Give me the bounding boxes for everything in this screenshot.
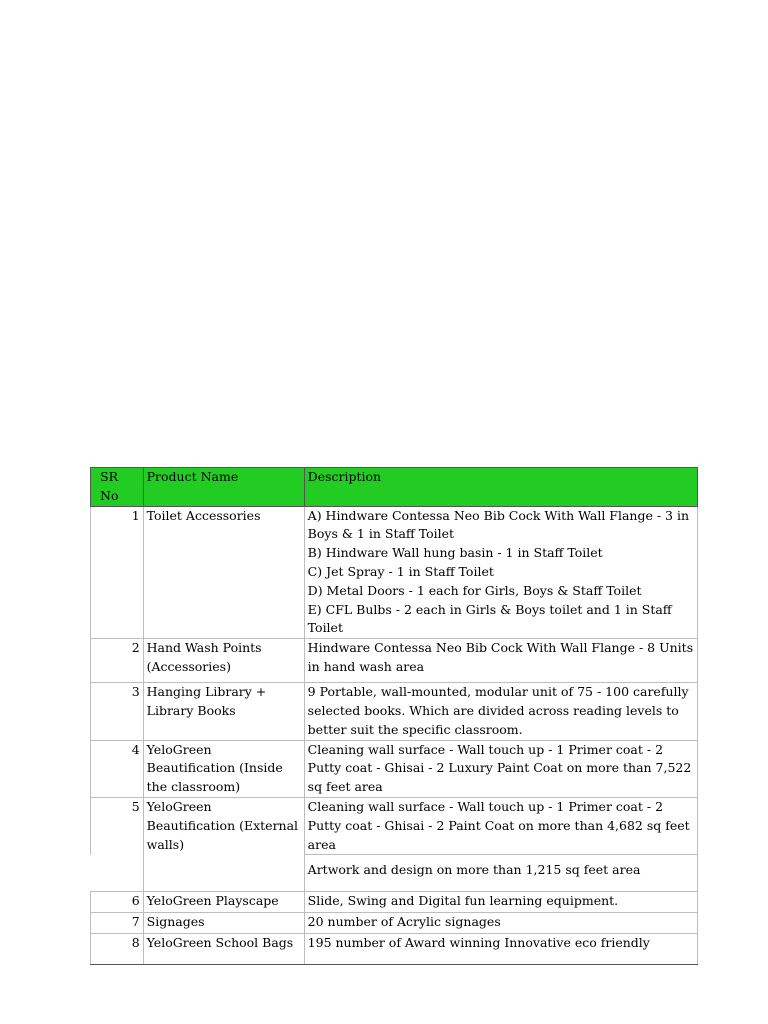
- sr-cell: 1: [91, 506, 144, 639]
- sr-cell: 3: [91, 683, 144, 740]
- description-cell: 195 number of Award winning Innovative eco friendly: [304, 934, 697, 965]
- header-product-name: Product Name: [143, 468, 304, 507]
- product-name-cell: Hand Wash Points (Accessories): [143, 639, 304, 683]
- header-sr-no: SR No: [91, 468, 144, 507]
- description-line: E) CFL Bulbs - 2 each in Girls & Boys toilet and 1 in Staff Toilet: [307, 601, 672, 636]
- products-table: [90, 467, 698, 965]
- product-name-cell: YeloGreen Beautification (External walls): [143, 797, 304, 854]
- sr-cell: 2: [91, 639, 144, 683]
- table-row-continuation: [91, 855, 698, 892]
- table-row: [91, 683, 698, 740]
- description-cell: [304, 506, 697, 639]
- description-cell: Slide, Swing and Digital fun learning equipment.: [304, 892, 697, 913]
- sr-cell: 6: [91, 892, 144, 913]
- product-name-cell: YeloGreen School Bags: [143, 934, 304, 965]
- table-row: [91, 934, 698, 965]
- description-cell: Hindware Contessa Neo Bib Cock With Wall Flange - 8 Units in hand wash area: [304, 639, 697, 683]
- table-row: [91, 639, 698, 683]
- description-line: A) Hindware Contessa Neo Bib Cock With Wall Flange - 3 in Boys & 1 in Staff Toilet: [307, 507, 690, 542]
- product-name-cell: Toilet Accessories: [143, 506, 304, 639]
- table-header-row: [91, 468, 698, 507]
- sr-cell-empty: [91, 855, 144, 892]
- description-cell: Cleaning wall surface - Wall touch up - 1 Primer coat - 2 Putty coat - Ghisai - 2 Paint Coat on more than 4,682 sq feet area: [304, 797, 697, 854]
- product-name-cell: Hanging Library + Library Books: [143, 683, 304, 740]
- table-row: [91, 740, 698, 797]
- product-name-cell: YeloGreen Beautification (Inside the classroom): [143, 740, 304, 797]
- description-line: C) Jet Spray - 1 in Staff Toilet: [307, 563, 494, 579]
- header-description: Description: [304, 468, 697, 507]
- table-row: [91, 506, 698, 639]
- table-row: [91, 797, 698, 854]
- description-cell: Artwork and design on more than 1,215 sq feet area: [304, 855, 697, 892]
- product-name-cell-empty: [143, 855, 304, 892]
- product-name-cell: Signages: [143, 913, 304, 934]
- product-name-cell: YeloGreen Playscape: [143, 892, 304, 913]
- sr-cell: 8: [91, 934, 144, 965]
- sr-cell: 7: [91, 913, 144, 934]
- description-cell: 20 number of Acrylic signages: [304, 913, 697, 934]
- description-line: D) Metal Doors - 1 each for Girls, Boys & Staff Toilet: [307, 582, 642, 598]
- table-row: [91, 913, 698, 934]
- description-cell: Cleaning wall surface - Wall touch up - 1 Primer coat - 2 Putty coat - Ghisai - 2 Luxury Paint Coat on more than 7,522 sq feet area: [304, 740, 697, 797]
- table-row: [91, 892, 698, 913]
- sr-cell: 5: [91, 797, 144, 854]
- description-line: B) Hindware Wall hung basin - 1 in Staff Toilet: [307, 545, 603, 561]
- description-cell: 9 Portable, wall-mounted, modular unit of 75 - 100 carefully selected books. Which are divided across reading levels to better suit the specific classroom.: [304, 683, 697, 740]
- sr-cell: 4: [91, 740, 144, 797]
